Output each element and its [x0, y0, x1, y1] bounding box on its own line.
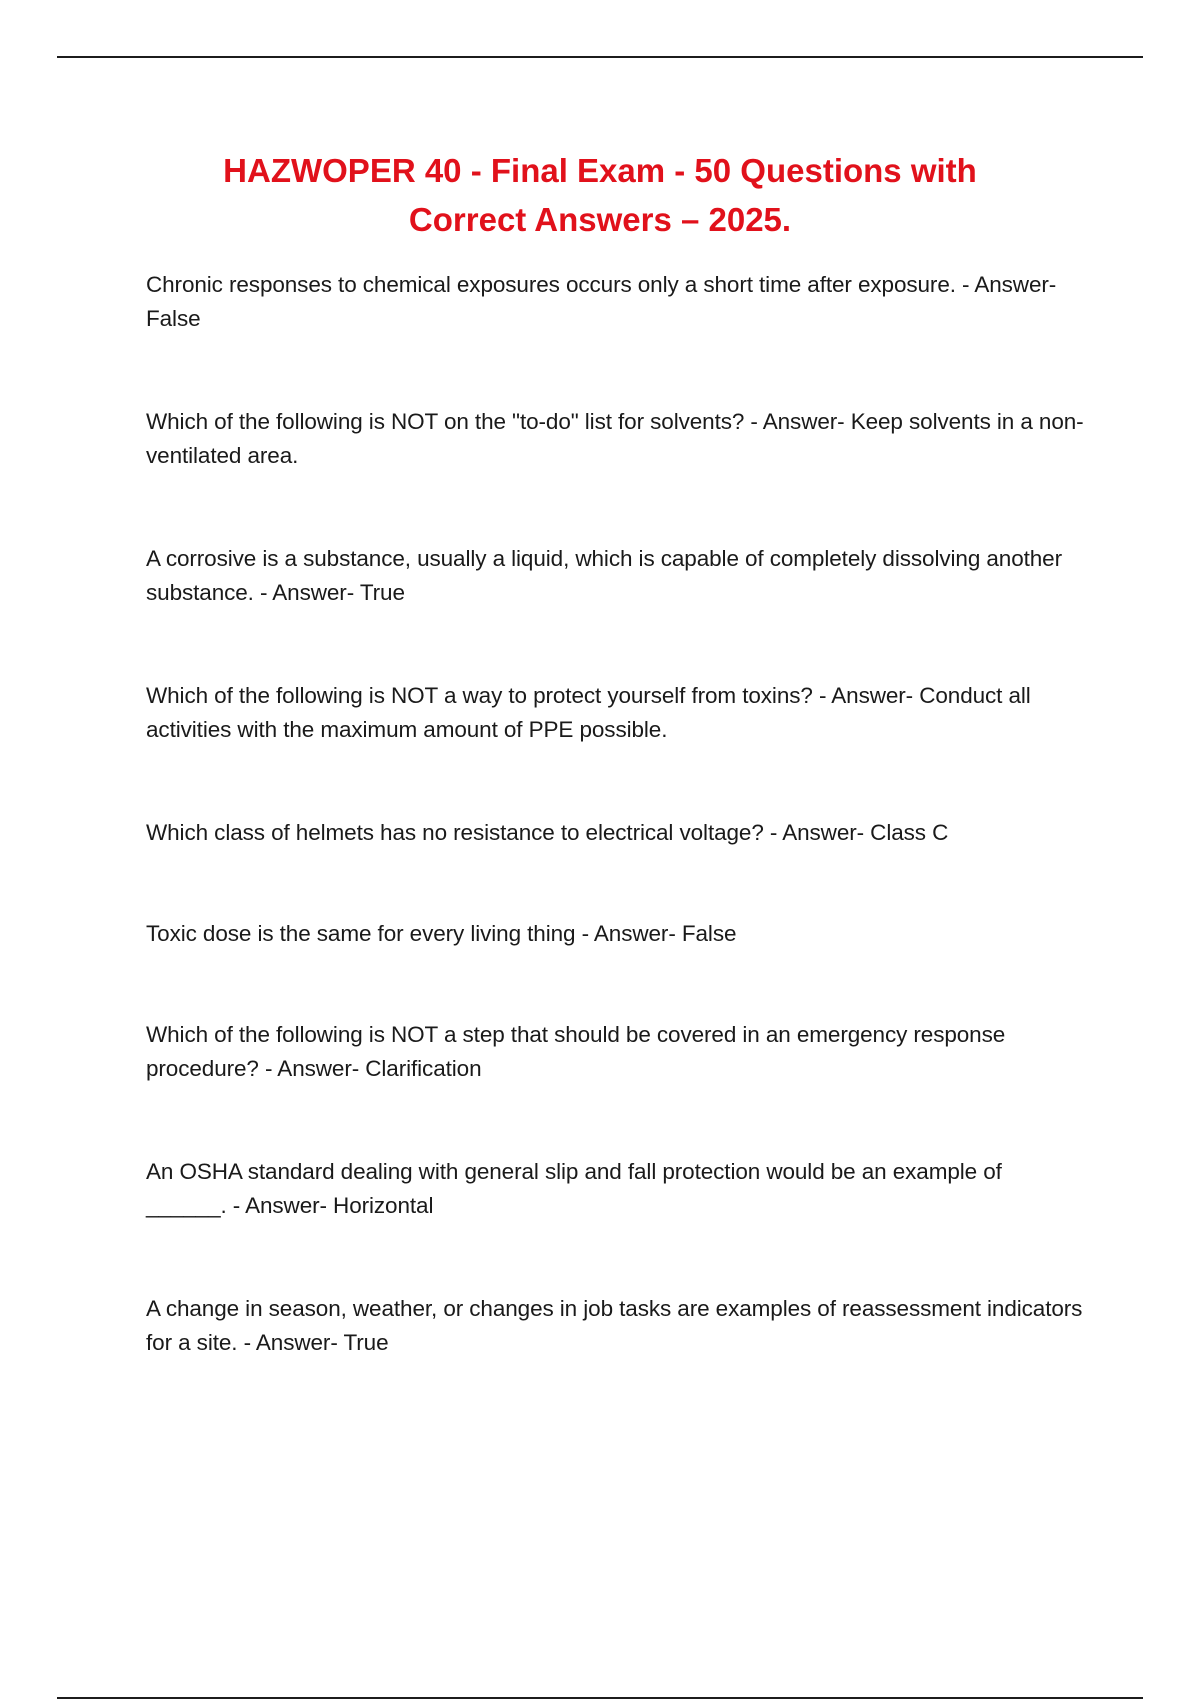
question-item-9: A change in season, weather, or changes in job tasks are examples of reassessment indicators for a site. - Answer- True: [146, 1296, 1083, 1355]
document-title: HAZWOPER 40 - Final Exam - 50 Questions with Correct Answers – 2025.: [223, 152, 977, 238]
question-item-1: Chronic responses to chemical exposures occurs only a short time after exposure. - Answer- False: [146, 272, 1057, 331]
question-item-7: Which of the following is NOT a step that should be covered in an emergency response procedure? - Answer- Clarification: [146, 1022, 1006, 1081]
top-divider: [57, 56, 1143, 58]
question-item-6: Toxic dose is the same for every living thing - Answer- False: [146, 921, 737, 946]
question-item-2: Which of the following is NOT on the "to-do" list for solvents? - Answer- Keep solvents in a non-ventilated area.: [146, 409, 1084, 468]
question-item-8: An OSHA standard dealing with general slip and fall protection would be an example of ______. - Answer- Horizontal: [146, 1159, 1002, 1218]
question-item-4: Which of the following is NOT a way to protect yourself from toxins? - Answer- Conduct all activities with the maximum amount of PPE possible.: [146, 683, 1031, 742]
question-list: [146, 268, 1086, 1429]
question-item-5: Which class of helmets has no resistance to electrical voltage? - Answer- Class C: [146, 820, 949, 845]
bottom-divider: [57, 1697, 1143, 1699]
question-item-3: A corrosive is a substance, usually a liquid, which is capable of completely dissolving another substance. - Answer- True: [146, 546, 1062, 605]
